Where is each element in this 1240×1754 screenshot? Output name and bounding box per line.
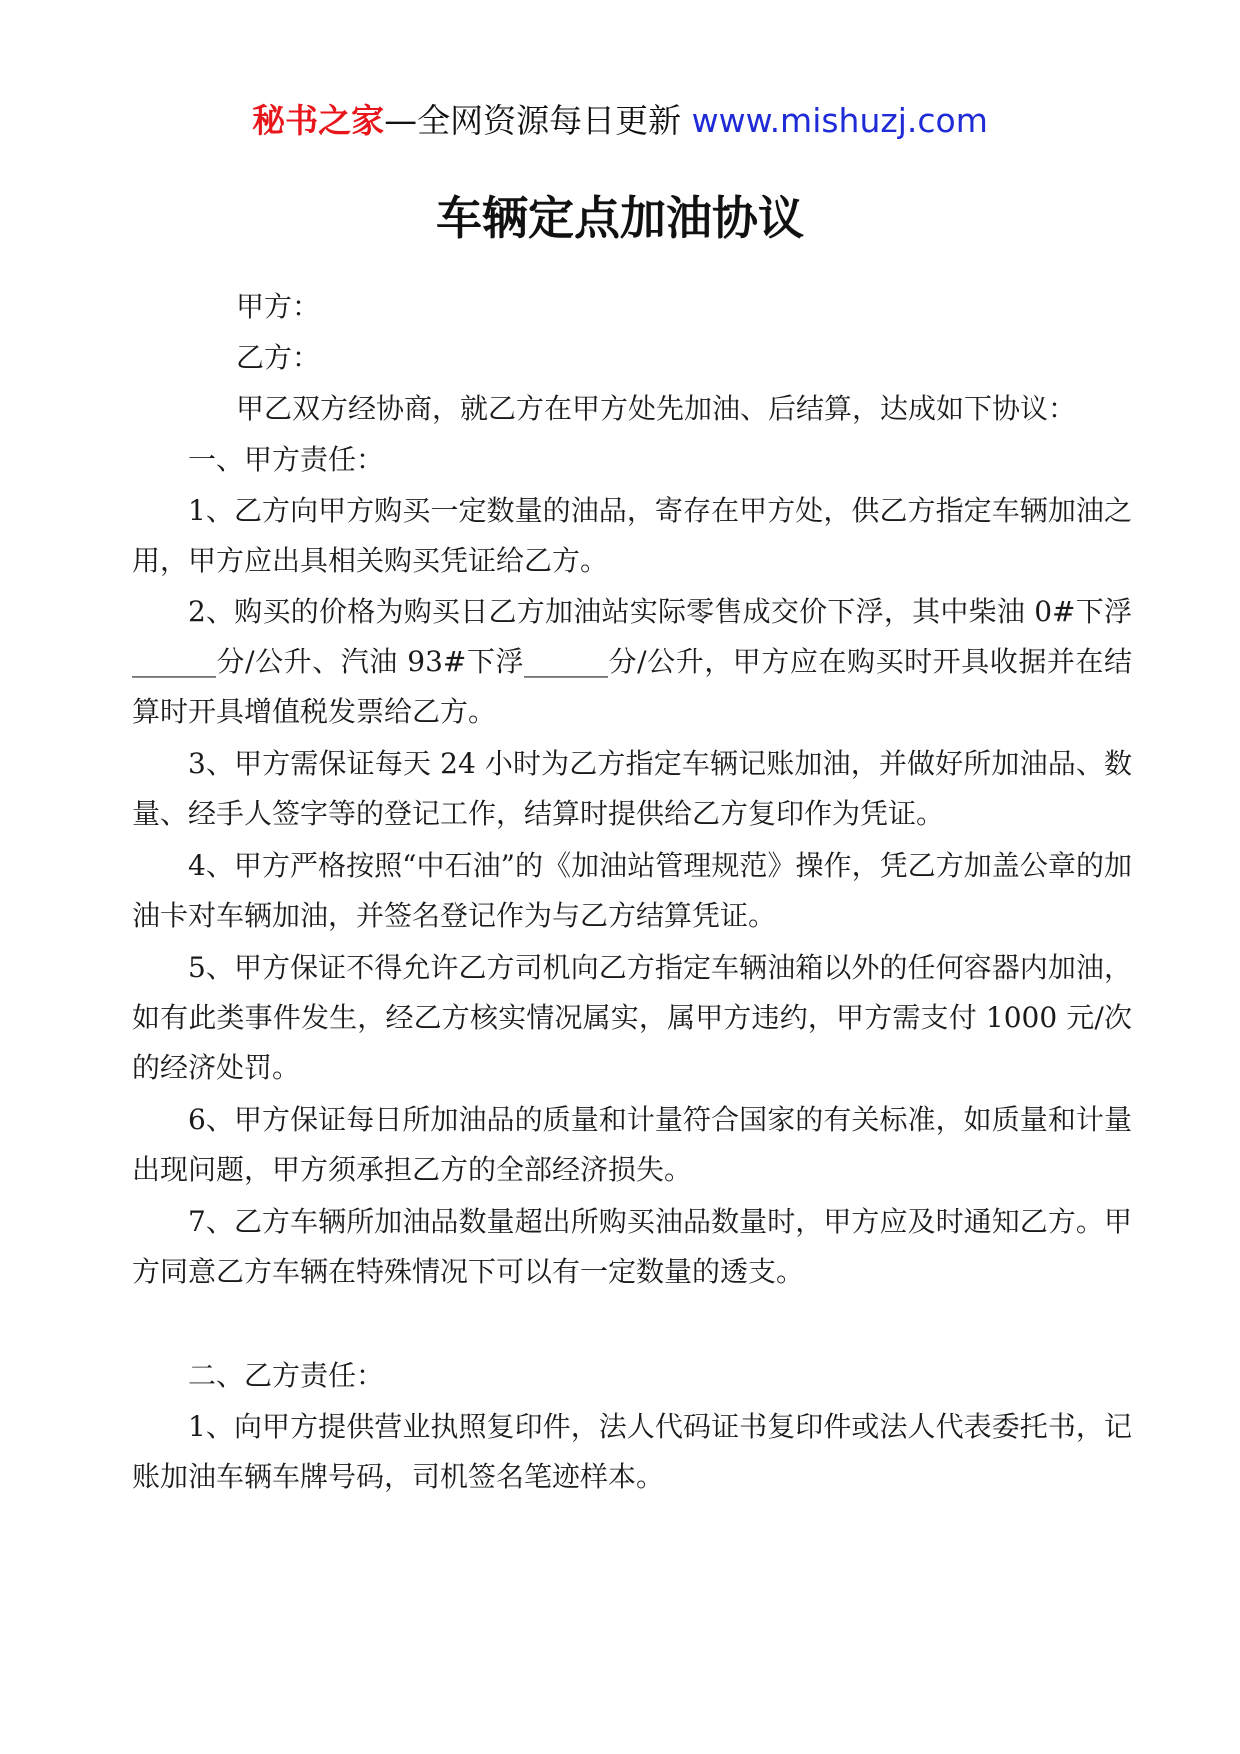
section-1-item-1: 1、乙方向甲方购买一定数量的油品，寄存在甲方处，供乙方指定车辆加油之用，甲方应出具相关购买凭证给乙方。 [132, 494, 1132, 577]
site-tagline: —全网资源每日更新 [384, 101, 682, 140]
section-1-item-3: 3、甲方需保证每天 24 小时为乙方指定车辆记账加油，并做好所加油品、数量、经手人签字等的登记工作，结算时提供给乙方复印作为凭证。 [132, 747, 1132, 830]
section-1-item-5: 5、甲方保证不得允许乙方司机向乙方指定车辆油箱以外的任何容器内加油，如有此类事件发生，经乙方核实情况属实，属甲方违约，甲方需支付 1000 元/次的经济处罚。 [132, 951, 1132, 1084]
section-2-item-1: 1、向甲方提供营业执照复印件，法人代码证书复印件或法人代表委托书，记账加油车辆车牌号码，司机签名笔迹样本。 [132, 1410, 1132, 1493]
intro-paragraph: 甲乙双方经协商，就乙方在甲方处先加油、后结算，达成如下协议： [236, 392, 1077, 425]
section-1-item-6: 6、甲方保证每日所加油品的质量和计量符合国家的有关标准，如质量和计量出现问题，甲方须承担乙方的全部经济损失。 [132, 1103, 1132, 1186]
document-title: 车辆定点加油协议 [436, 191, 804, 245]
site-brand: 秘书之家 [252, 101, 385, 140]
section-1-heading: 一、甲方责任： [188, 443, 385, 476]
party-b-label: 乙方： [236, 341, 321, 374]
section-1-item-2: 2、购买的价格为购买日乙方加油站实际零售成交价下浮，其中柴油 0#下浮______分/公升、汽油 93#下浮______分/公升，甲方应在购买时开具收据并在结算时开具增值税发票给乙方。 [132, 595, 1132, 728]
section-1-item-4: 4、甲方严格按照“中石油”的《加油站管理规范》操作，凭乙方加盖公章的加油卡对车辆加油，并签名登记作为与乙方结算凭证。 [132, 849, 1132, 932]
site-url-link[interactable]: www.mishuzj.com [691, 101, 988, 140]
site-header [0, 98, 1240, 144]
section-2-heading: 二、乙方责任： [188, 1359, 385, 1392]
section-1-item-7: 7、乙方车辆所加油品数量超出所购买油品数量时，甲方应及时通知乙方。甲方同意乙方车辆在特殊情况下可以有一定数量的透支。 [132, 1205, 1132, 1288]
party-a-label: 甲方： [236, 290, 321, 323]
